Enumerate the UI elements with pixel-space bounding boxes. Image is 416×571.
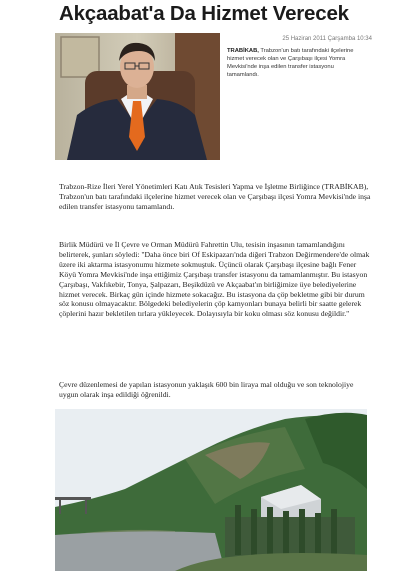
transfer-station-photo <box>55 409 367 571</box>
lead-prefix: TRABİKAB, <box>227 48 259 54</box>
portrait-photo <box>55 33 220 160</box>
article-date: 25 Haziran 2011 Çarşamba 10:34 <box>282 36 372 42</box>
body-paragraph: Birlik Müdürü ve İl Çevre ve Orman Müdürü Fahrettin Ulu, tesisin inşasının tamamlandığını belirterek, şunları söyledi: "Daha önce biri Of Eskipazarı'nda diğeri Trabzon Değirmendere'de olmak üzere iki aktarma istasyonumu hizmete sokmuştuk. Üçüncü olarak Çarşıbaşı ilçesine bağlı Fener Köyü Yomra Mevkisi'nde inşa ettiğimiz Çarşıbaşı transfer istasyonu da tamamlanmıştır. Bu istasyon Çarşıbaşı, Vakfıkebir, Tonya, Şalpazarı, Beşikdüzü ve Akçaabat'ın birliğimize üye belediyelerine hizmet verecek. Birkaç gün içinde hizmete sokacağız. Bu istasyona da çöp bekletme gibi bir durum söz konusu olmayacaktır. Bölgedeki belediyelerin çöp kamyonları bunaya belirli bir saatte gelerek çöplerini hazır bekletilen tırlara yükleyecek. Dolayısıyla bir koku olması söz konusu değildir." <box>59 240 370 319</box>
body-paragraph: Çevre düzenlemesi de yapılan istasyonun yaklaşık 600 bin liraya mal olduğu ve son teknolojiye uygun olarak inşa edildiği öğrenildi. <box>59 380 354 399</box>
body-paragraph: Trabzon-Rize İleri Yerel Yönetimleri Katı Atık Tesisleri Yapma ve İşletme Birliğince (TRABİKAB), Trabzon'un batı tarafındaki ilçelerine hizmet verecek olan ve Çarşıbaşı ilçesi Yomra Mevkisi'nde inşa edilen transfer istasyonu tamamlandı. <box>59 182 371 211</box>
lead-summary <box>227 47 367 79</box>
lead-text: Trabzon'un batı tarafındaki ilçelerine hizmet verecek olan ve Çarşıbaşı ilçesi Yomra Mevkisi'nde inşa edilen transfer istasyonu tamamlandı. <box>227 48 354 79</box>
article-headline: Akçaabat'a Da Hizmet Verecek <box>59 2 349 25</box>
